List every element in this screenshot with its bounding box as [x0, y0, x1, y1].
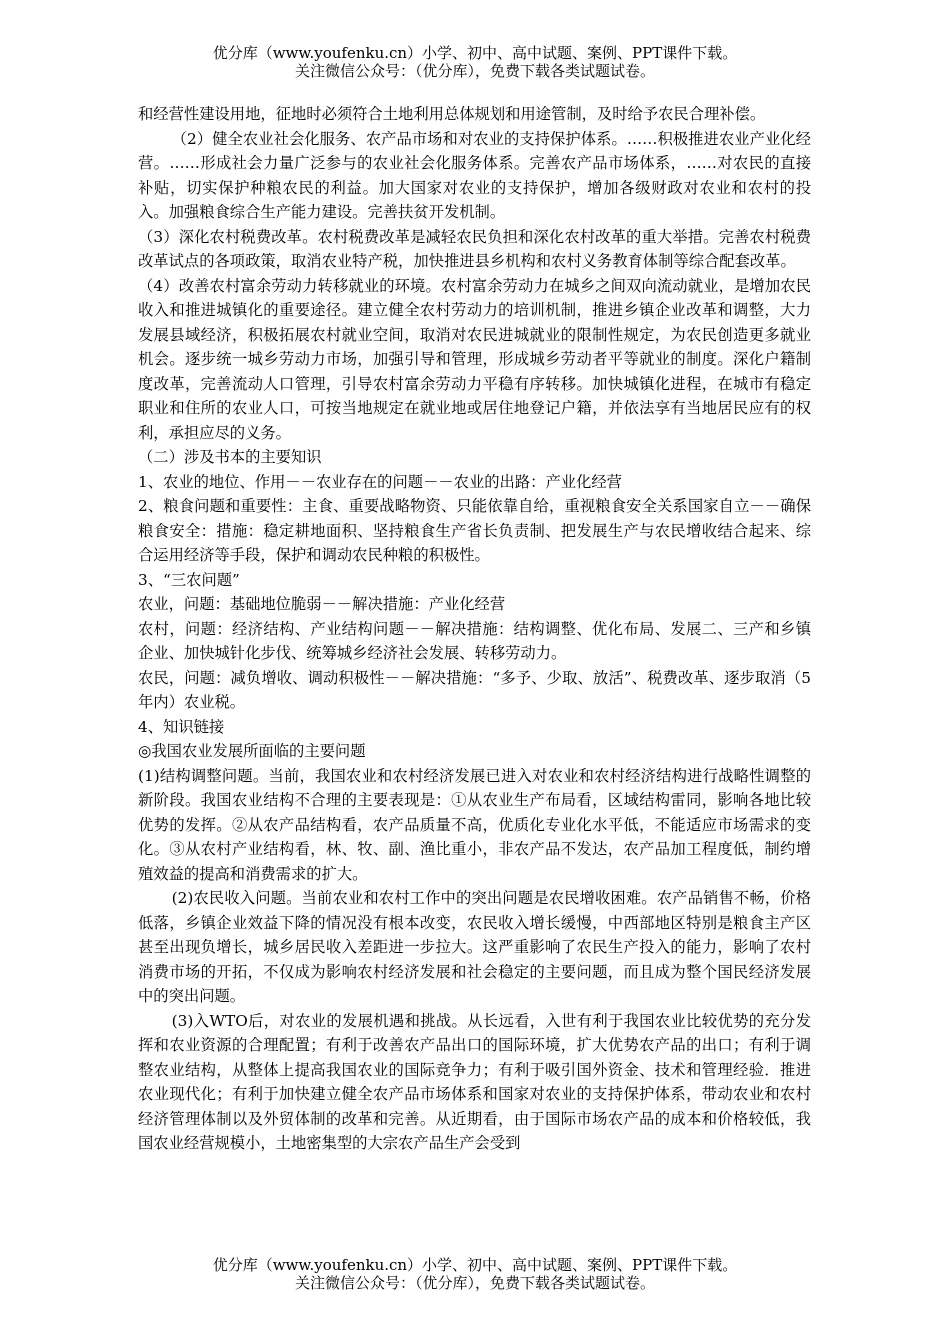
paragraph-item-3: （3）深化农村税费改革。农村税费改革是减轻农民负担和深化农村改革的重大举措。完善农村税费改革试点的各项政策，取消农业特产税，加快推进县乡机构和农村义务教育体制等综合配套改革。 [138, 227, 811, 270]
page-footer [0, 1256, 950, 1292]
subsection-heading: ◎我国农业发展所面临的主要问题 [138, 742, 366, 760]
header-line-1: 优分库（www.youfenku.cn）小学、初中、高中试题、案例、PPT课件下载。 [212, 44, 738, 62]
knowledge-point-4: 4、知识链接 [138, 717, 225, 736]
paragraph-continuation: 和经营性建设用地，征地时必须符合土地利用总体规划和用途管制，及时给予农民合理补偿。 [138, 105, 766, 123]
problem-2-paragraph: (2)农民收入问题。当前农业和农村工作中的突出问题是农民增收困难。农产品销售不畅，价格低落，乡镇企业效益下降的情况没有根本改变，农民收入增长缓慢，中西部地区特别是粮食主产区甚至出现负增长，城乡居民收入差距进一步拉大。这严重影响了农民生产投入的能力，影响了农村消费市场的开拓，不仅成为影响农村经济发展和社会稳定的主要问题，而且成为整个国民经济发展中的突出问题。 [138, 889, 811, 1005]
footer-line-1: 优分库（www.youfenku.cn）小学、初中、高中试题、案例、PPT课件下载。 [212, 1256, 738, 1274]
problem-1-paragraph: (1)结构调整问题。当前，我国农业和农村经济发展已进入对农业和农村经济结构进行战略性调整的新阶段。我国农业结构不合理的主要表现是：①从农业生产布局看，区域结构雷同，影响各地比较优势的发挥。②从农产品结构看，农产品质量不高，优质化专业化水平低，不能适应市场需求的变化。③从农村产业结构看，林、牧、副、渔比重小，非农产品不发达，农产品加工程度低，制约增殖效益的提高和消费需求的扩大。 [138, 766, 811, 883]
paragraph-item-4: （4）改善农村富余劳动力转移就业的环境。农村富余劳动力在城乡之间双向流动就业，是增加农民收入和推进城镇化的重要途径。建立健全农村劳动力的培训机制，推进乡镇企业改革和调整，大力发展县域经济，积极拓展农村就业空间，取消对农民进城就业的限制性规定，为农民创造更多就业机会。逐步统一城乡劳动力市场，加强引导和管理，形成城乡劳动者平等就业的制度。深化户籍制度改革，完善流动人口管理，引导农村富余劳动力平稳有序转移。加快城镇化进程，在城市有稳定职业和住所的农业人口，可按当地规定在就业地或居住地登记户籍，并依法享有当地居民应有的权利，承担应尽的义务。 [138, 276, 811, 442]
knowledge-point-2: 2、粮食问题和重要性：主食、重要战略物资、只能依靠自给，重视粮食安全关系国家自立－－确保粮食安全：措施：稳定耕地面积、坚持粮食生产省长负责制、把发展生产与农民增收结合起来、综合运用经济等手段，保护和调动农民种粮的积极性。 [138, 497, 811, 564]
paragraph-item-2: （2）健全农业社会化服务、农产品市场和对农业的支持保护体系。……积极推进农业产业化经营。……形成社会力量广泛参与的农业社会化服务体系。完善农产品市场体系，……对农民的直接补贴，切实保护种粮农民的利益。加大国家对农业的支持保护，增加各级财政对农业和农村的投入。加强粮食综合生产能力建设。完善扶贫开发机制。 [138, 129, 811, 221]
section-heading: （二）涉及书本的主要知识 [138, 448, 322, 466]
rural-issue: 农村，问题：经济结构、产业结构问题－－解决措施：结构调整、优化布局、发展二、三产和乡镇企业、加快城针化步伐、统筹城乡经济社会发展、转移劳动力。 [138, 619, 811, 662]
agriculture-issue: 农业，问题：基础地位脆弱－－解决措施：产业化经营 [138, 595, 506, 613]
footer-line-2: 关注微信公众号：（优分库），免费下载各类试题试卷。 [294, 1274, 655, 1292]
knowledge-point-3: 3、“三农问题” [138, 570, 240, 589]
page-header [0, 44, 950, 80]
problem-3-paragraph: (3)入WTO后，对农业的发展机遇和挑战。从长远看，入世有利于我国农业比较优势的充分发挥和农业资源的合理配置；有利于改善农产品出口的国际环境，扩大优势农产品的出口；有利于调整农业结构，从整体上提高我国农业的国际竞争力；有利于吸引国外资金、技术和管理经验．推进农业现代化；有利于加快建立健全农产品市场体系和国家对农业的支持保护体系，带动农业和农村经济管理体制以及外贸体制的改革和完善。从近期看，由于国际市场农产品的成本和价格较低，我国农业经营规模小，土地密集型的大宗农产品生产会受到 [138, 1011, 811, 1152]
document-body [138, 102, 811, 1156]
header-line-2: 关注微信公众号：（优分库），免费下载各类试题试卷。 [294, 62, 655, 80]
farmer-issue: 农民，问题：减负增收、调动积极性－－解决措施：“多予、少取、放活”、税费改革、逐步取消（5年内）农业税。 [138, 668, 811, 711]
knowledge-point-1: 1、农业的地位、作用－－农业存在的问题－－农业的出路：产业化经营 [138, 472, 622, 491]
